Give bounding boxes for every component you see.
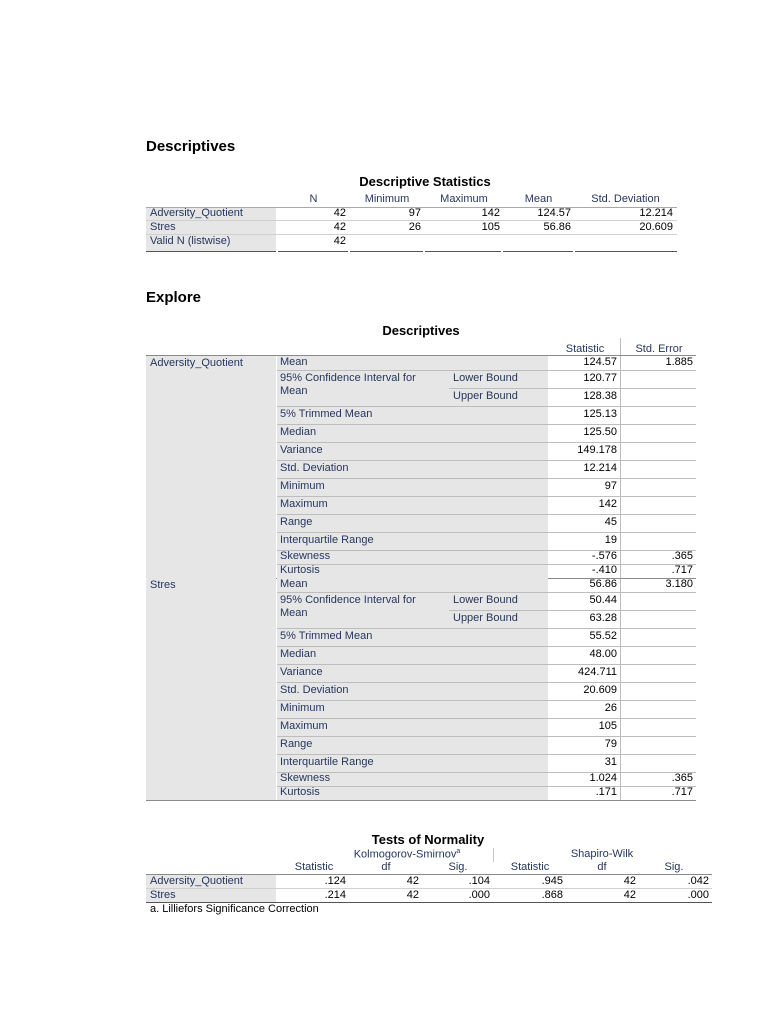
bottom-rule — [278, 251, 348, 252]
statistic-value: 124.57 — [583, 356, 617, 368]
row-name: Interquartile Range — [280, 534, 374, 546]
row-name: Variance — [280, 444, 323, 456]
row-rule — [277, 718, 696, 719]
statistic-value: 125.13 — [583, 408, 617, 420]
statistic-value: 56.86 — [589, 578, 617, 590]
row-name: Range — [280, 516, 313, 528]
group-label: Adversity_Quotient — [150, 357, 243, 369]
row-rule — [277, 532, 696, 533]
row-rule — [277, 442, 696, 443]
cell-value: .104 — [468, 875, 490, 887]
statistic-value: 120.77 — [583, 372, 617, 384]
row-rule — [277, 496, 696, 497]
descriptive-statistics-title: Descriptive Statistics — [359, 174, 491, 189]
cell-value: .945 — [541, 875, 563, 887]
row-subname: Upper Bound — [453, 612, 518, 624]
row-subname: Upper Bound — [453, 390, 518, 402]
cell-value: .042 — [687, 875, 709, 887]
column-header: Sig. — [664, 861, 684, 873]
std-error-value: 1.885 — [665, 356, 693, 368]
row-rule — [277, 460, 696, 461]
statistic-value: 142 — [598, 498, 617, 510]
group-rule — [146, 800, 696, 801]
row-rule — [277, 682, 696, 683]
bottom-rule — [503, 251, 573, 252]
cell-value: 105 — [481, 221, 500, 233]
row-name: Maximum — [280, 720, 328, 732]
cell-value: 42 — [333, 221, 346, 233]
row-label: Stres — [150, 221, 176, 233]
statistic-value: 45 — [604, 516, 617, 528]
tests-of-normality-title: Tests of Normality — [371, 832, 485, 847]
column-header: Sig. — [448, 861, 468, 873]
section-title-explore: Explore — [146, 289, 202, 306]
statistic-value: -.576 — [591, 550, 617, 562]
cell-value: 42 — [406, 889, 419, 901]
row-name: 5% Trimmed Mean — [280, 408, 373, 420]
row-name: Median — [280, 648, 317, 660]
row-label: Adversity_Quotient — [150, 875, 243, 887]
bottom-rule — [350, 251, 423, 252]
ks-group-header — [322, 848, 492, 861]
group-label: Stres — [150, 579, 176, 591]
cell-value: .124 — [324, 875, 346, 887]
statistic-value: 128.38 — [583, 390, 617, 402]
cell-value: 42 — [406, 875, 419, 887]
cell-value: 42 — [623, 889, 636, 901]
column-header: N — [309, 193, 318, 205]
row-rule — [277, 592, 696, 593]
statistic-value: 50.44 — [589, 594, 617, 606]
bottom-rule — [146, 251, 276, 252]
ks-group-label: Kolmogorov-Smirnov — [353, 848, 457, 861]
std-error-value: .365 — [671, 772, 693, 784]
column-divider — [620, 338, 621, 800]
footnote: a. Lilliefors Significance Correction — [150, 903, 319, 915]
group-divider — [493, 848, 494, 862]
std-error-value: .365 — [671, 550, 693, 562]
cell-value: 42 — [623, 875, 636, 887]
cell-value: 12.214 — [639, 207, 673, 219]
std-error-value: .717 — [671, 564, 693, 576]
cell-value: 124.57 — [537, 207, 571, 219]
descriptives-table-title: Descriptives — [382, 323, 460, 338]
statistic-value: 31 — [604, 756, 617, 768]
statistic-value: 97 — [604, 480, 617, 492]
row-label: Stres — [150, 889, 176, 901]
row-rule — [449, 388, 696, 389]
row-name: Skewness — [280, 550, 331, 562]
statistic-value: .171 — [595, 786, 617, 798]
std-error-value: 3.180 — [665, 578, 693, 590]
ks-footnote-marker: a — [456, 848, 461, 855]
row-name: Interquartile Range — [280, 756, 374, 768]
statistic-value: 63.28 — [589, 612, 617, 624]
row-rule — [277, 700, 696, 701]
row-name: 95% Confidence Interval for Mean — [280, 594, 416, 619]
column-header-statistic: Statistic — [565, 343, 605, 355]
row-name: Kurtosis — [280, 786, 320, 798]
statistic-value: 26 — [604, 702, 617, 714]
statistic-value: 125.50 — [583, 426, 617, 438]
row-rule — [277, 370, 696, 371]
column-header: df — [381, 861, 391, 873]
sw-group-header: Shapiro-Wilk — [570, 848, 634, 860]
row-name: Mean — [280, 356, 308, 368]
group-label-background — [146, 356, 276, 578]
column-header: Minimum — [364, 193, 410, 205]
row-rule — [277, 514, 696, 515]
cell-value: 42 — [333, 207, 346, 219]
row-label: Valid N (listwise) — [150, 235, 231, 247]
row-rule — [277, 754, 696, 755]
cell-value: .868 — [541, 889, 563, 901]
row-name: 95% Confidence Interval for Mean — [280, 372, 416, 397]
row-name: Variance — [280, 666, 323, 678]
row-rule — [277, 628, 696, 629]
column-header: Statistic — [510, 861, 550, 873]
row-name: Median — [280, 426, 317, 438]
section-title-descriptives: Descriptives — [146, 138, 236, 155]
statistic-value: 424.711 — [578, 666, 617, 678]
cell-value: 20.609 — [639, 221, 673, 233]
std-error-value: .717 — [671, 786, 693, 798]
row-name: Range — [280, 738, 313, 750]
row-name: 5% Trimmed Mean — [280, 630, 373, 642]
row-rule — [277, 406, 696, 407]
column-header: Statistic — [294, 861, 334, 873]
cell-value: 42 — [333, 235, 346, 247]
statistic-value: 19 — [604, 534, 617, 546]
row-rule — [277, 646, 696, 647]
row-name: Minimum — [280, 702, 325, 714]
cell-value: .000 — [468, 889, 490, 901]
column-header: df — [597, 861, 607, 873]
column-header: Maximum — [440, 193, 488, 205]
row-name: Std. Deviation — [280, 462, 349, 474]
row-rule — [277, 664, 696, 665]
row-name: Maximum — [280, 498, 328, 510]
row-label: Adversity_Quotient — [150, 207, 243, 219]
statistic-value: 20.609 — [583, 684, 617, 696]
statistic-value: 79 — [604, 738, 617, 750]
row-rule — [277, 478, 696, 479]
statistic-value: 1.024 — [589, 772, 617, 784]
row-name: Skewness — [280, 772, 331, 784]
bottom-rule — [425, 251, 501, 252]
row-rule — [277, 424, 696, 425]
row-name: Kurtosis — [280, 564, 320, 576]
statistic-value: 55.52 — [589, 630, 617, 642]
row-name: Minimum — [280, 480, 325, 492]
row-rule — [449, 610, 696, 611]
cell-value: 142 — [481, 207, 500, 219]
group-label-background — [146, 578, 276, 800]
row-subname: Lower Bound — [453, 594, 518, 606]
column-header: Std. Deviation — [591, 193, 660, 205]
cell-value: .000 — [687, 889, 709, 901]
cell-value: 97 — [408, 207, 421, 219]
cell-value: 26 — [408, 221, 421, 233]
row-rule — [277, 736, 696, 737]
statistic-value: -.410 — [591, 564, 617, 576]
row-name: Mean — [280, 578, 308, 590]
bottom-rule — [575, 251, 677, 252]
column-header: Mean — [524, 193, 553, 205]
cell-value: 56.86 — [543, 221, 571, 233]
cell-value: .214 — [324, 889, 346, 901]
statistic-value: 149.178 — [577, 444, 617, 456]
statistic-value: 48.00 — [589, 648, 617, 660]
row-name: Std. Deviation — [280, 684, 349, 696]
statistic-value: 12.214 — [583, 462, 617, 474]
column-header-std-error: Std. Error — [635, 343, 683, 355]
statistic-value: 105 — [598, 720, 617, 732]
row-subname: Lower Bound — [453, 372, 518, 384]
